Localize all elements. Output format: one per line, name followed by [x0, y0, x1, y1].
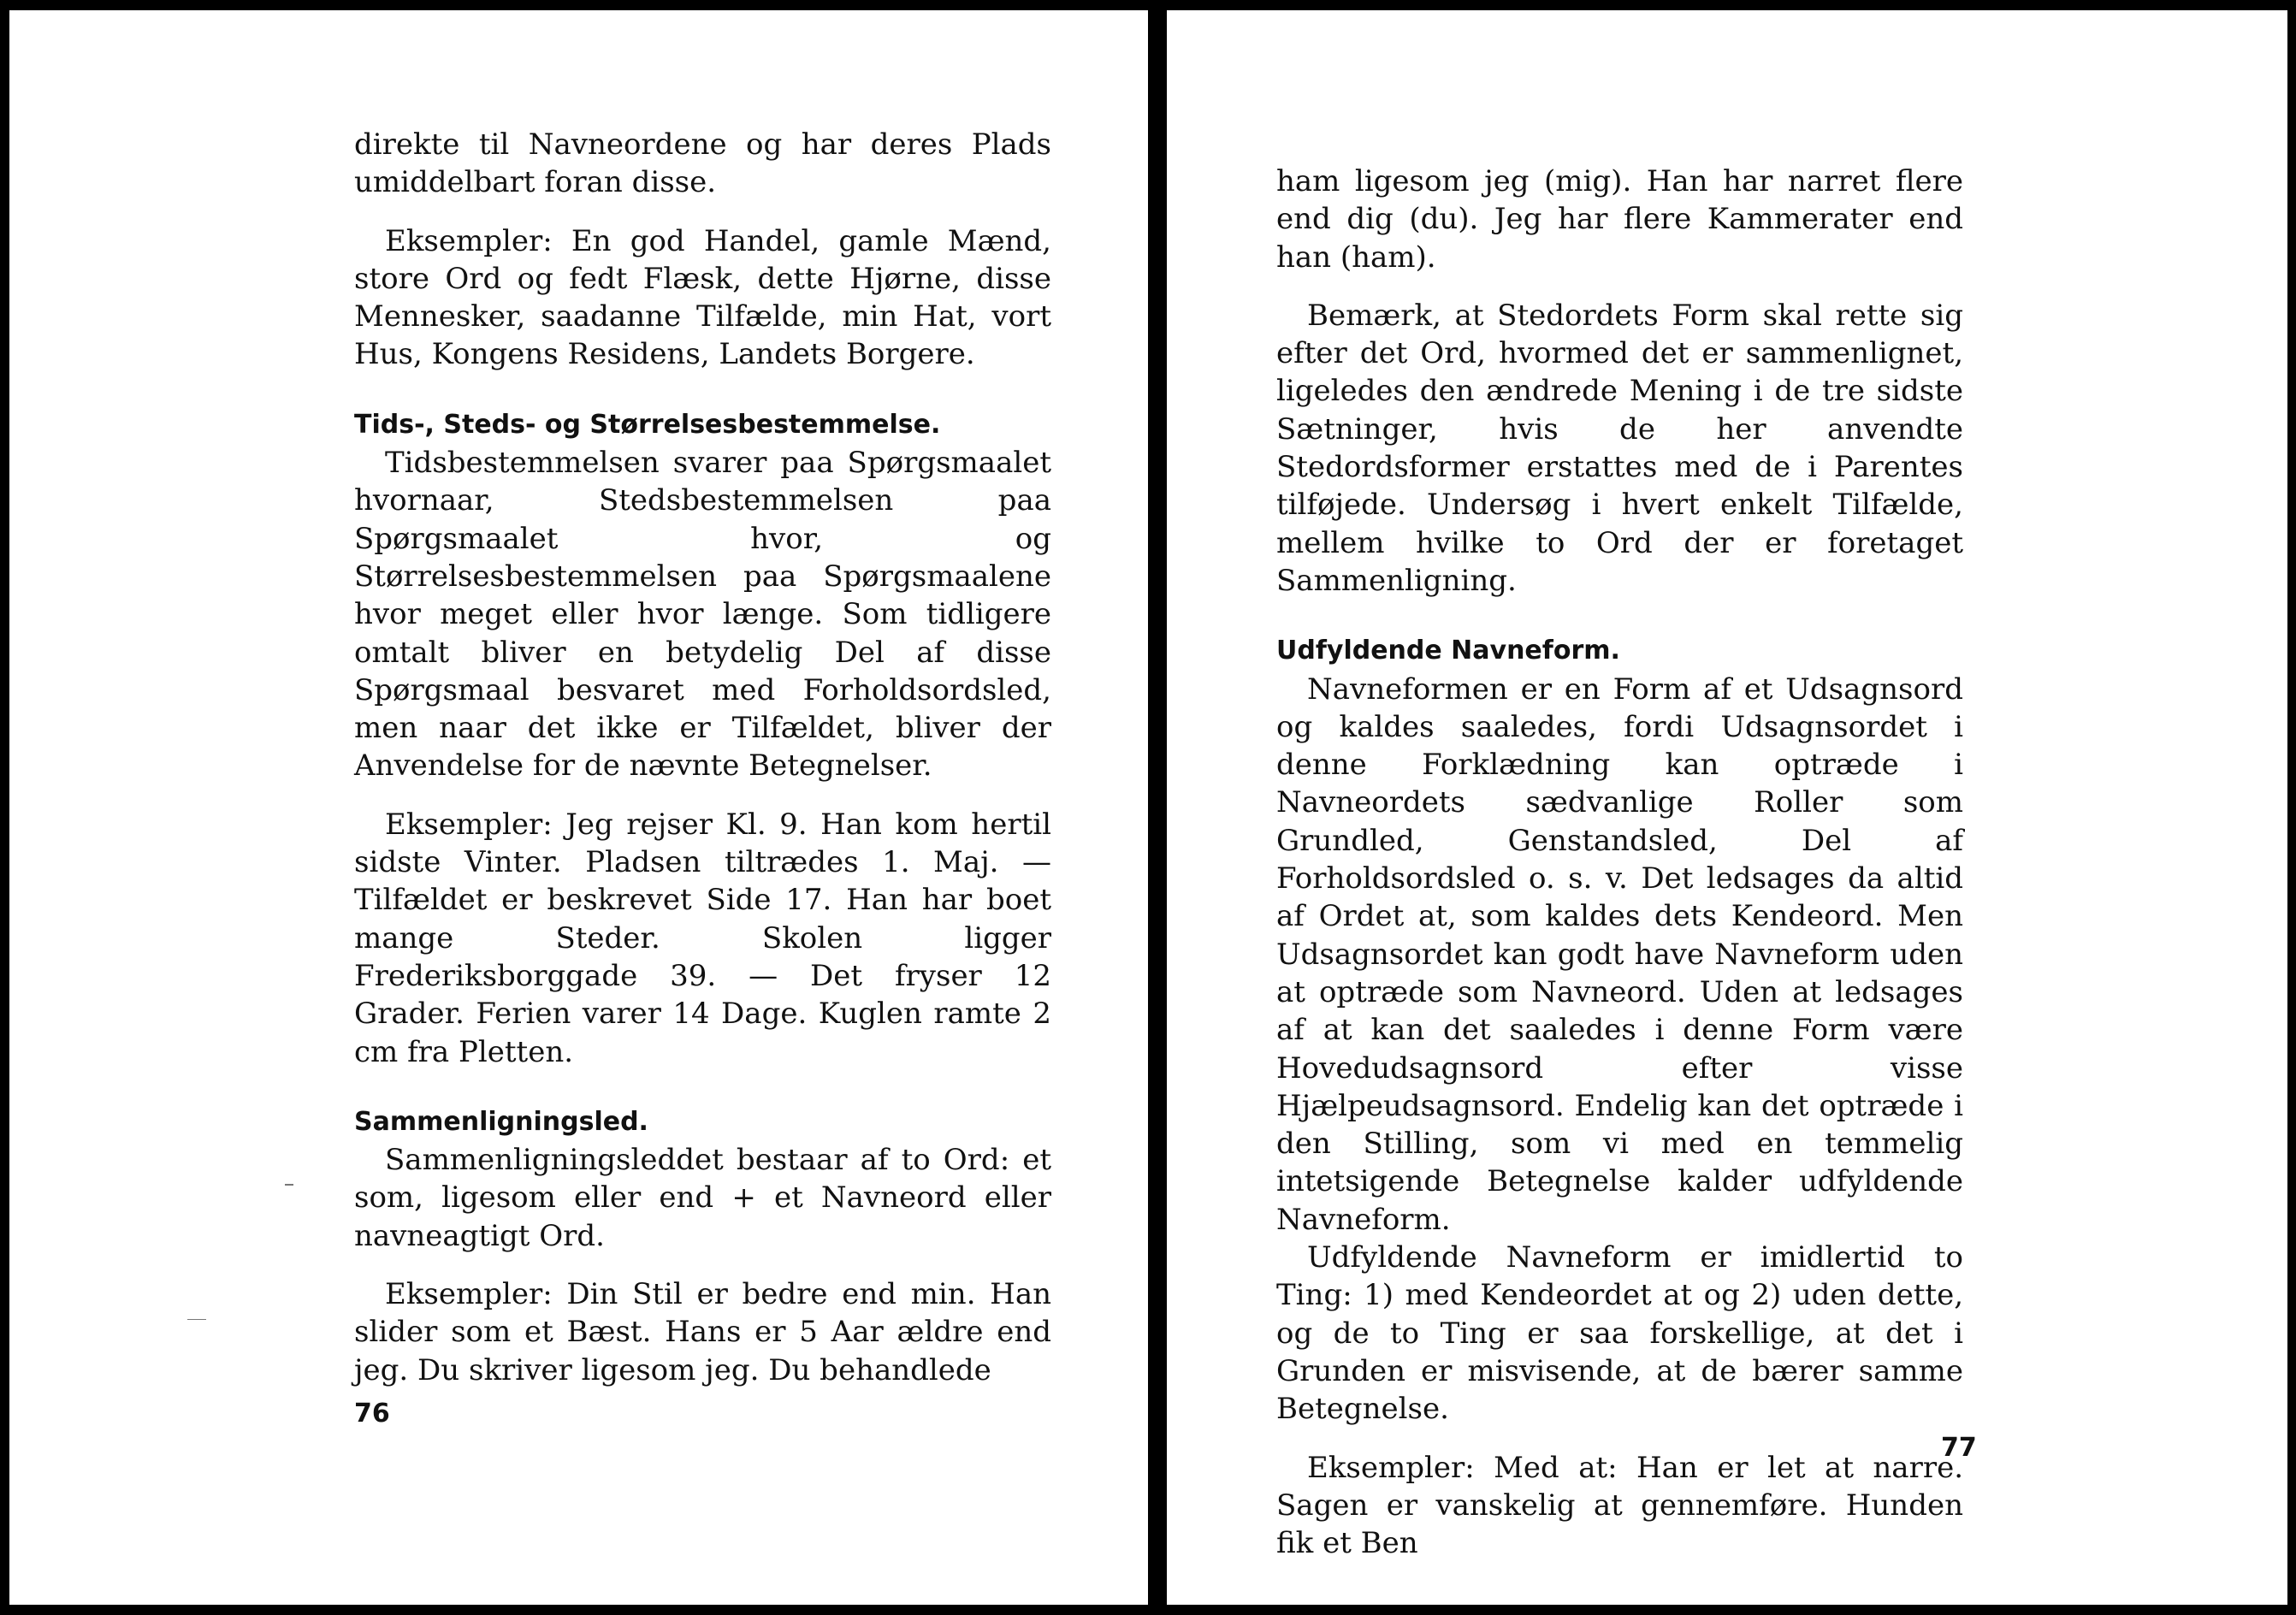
right-page-text — [1276, 163, 1963, 1562]
paragraph: direkte til Navneordene og har deres Plads umiddelbart foran disse. — [354, 127, 1051, 200]
left-page-text — [354, 126, 1051, 1389]
paragraph: Navneformen er en Form af et Udsagnsord og kaldes saaledes, fordi Udsagnsordet i denne Forklædning kan optræde i Navneordets sædvanlige Roller som Grundled, Genstandsled, Del af Forholdsordsled o. s. v. Det ledsages da altid af Ordet at, som kaldes dets Kendeord. Men Udsagnsordet kan godt have Navneform uden at optræde som Navneord. Uden at ledsages af at kan det saaledes i denne Form være Hovedudsagnsord efter visse Hjælpeudsagnsord. Endelig kan det optræde i den Stilling, som vi med en temmelig intetsigende Betegnelse kalder udfyldende Navneform. — [1276, 671, 1963, 1237]
paragraph: Udfyldende Navneform er imidlertid to Ting: 1) med Kendeordet at og 2) uden dette, og de to Ting er saa forskellige, at det i Grunden er misvisende, at de bærer samme Betegnelse. — [1276, 1240, 1963, 1427]
paragraph: Eksempler: Jeg rejser Kl. 9. Han kom hertil sidste Vinter. Pladsen tiltrædes 1. Maj. — Tilfældet er beskrevet Side 17. Han har boet mange Steder. Skolen ligger Frederiksborggade 39. — Det fryser 12 Grader. Ferien varer 14 Dage. Kuglen ramte 2 cm fra Pletten. — [354, 807, 1051, 1069]
scan-speck — [285, 1184, 293, 1186]
paragraph: Sammenligningsleddet bestaar af to Ord: et som, ligesom eller end + et Navneord eller navneagtigt Ord. — [354, 1143, 1051, 1253]
page-number: 76 — [354, 1399, 390, 1429]
right-page — [1167, 10, 2287, 1605]
paragraph: Tidsbestemmelsen svarer paa Spørgsmaalet hvornaar, Stedsbestemmelsen paa Spørgsmaalet hvor, og Størrelsesbestemmelsen paa Spørgsmaalene hvor meget eller hvor længe. Som tidligere omtalt bliver en betydelig Del af disse Spørgsmaal besvaret med Forholdsordsled, men naar det ikke er Tilfældet, bliver der Anvendelse for de nævnte Betegnelser. — [354, 446, 1051, 784]
paragraph: Bemærk, at Stedordets Form skal rette sig efter det Ord, hvormed det er sammenlignet, ligeledes den ændrede Mening i de tre sidste Sætninger, hvis de her anvendte Stedordsformer erstattes med de i Parentes tilføjede. Undersøg i hvert enkelt Tilfælde, mellem hvilke to Ord der er foretaget Sammenligning. — [1276, 298, 1963, 598]
paragraph: ham ligesom jeg (mig). Han har narret flere end dig (du). Jeg har flere Kammerater end han (ham). — [1276, 164, 1963, 275]
paragraph: Eksempler: En god Handel, gamle Mænd, store Ord og fedt Flæsk, dette Hjørne, disse Mennesker, saadanne Tilfælde, min Hat, vort Hus, Kongens Residens, Landets Borgere. — [354, 223, 1051, 372]
left-page — [9, 10, 1148, 1605]
paragraph: Eksempler: Med at: Han er let at narre. Sagen er vanskelig at gennemføre. Hunden fik et Ben — [1276, 1450, 1963, 1561]
scan-speck — [187, 1319, 206, 1320]
section-heading: Sammenligningsled. — [354, 1106, 648, 1137]
page-number: 77 — [1941, 1433, 1977, 1463]
paragraph: Eksempler: Din Stil er bedre end min. Han slider som et Bæst. Hans er 5 Aar ældre end jeg. Du skriver ligesom jeg. Du behandlede — [354, 1277, 1051, 1387]
section-heading: Tids-, Steds- og Størrelsesbestemmelse. — [354, 409, 941, 440]
section-heading: Udfyldende Navneform. — [1276, 636, 1620, 666]
